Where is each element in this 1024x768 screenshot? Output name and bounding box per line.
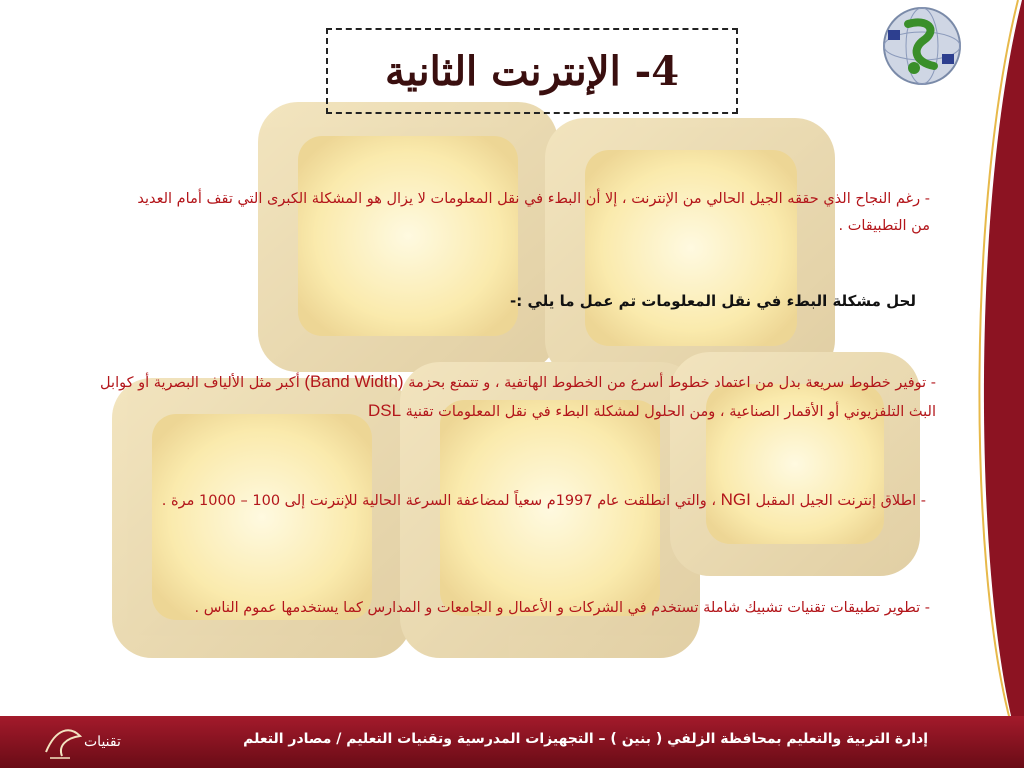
right-decorative-curve bbox=[964, 0, 1024, 720]
globe-logo bbox=[878, 4, 966, 92]
ngi-term: NGI bbox=[720, 490, 751, 509]
paragraph-3-part-a: - اطلاق إنترنت الجيل المقبل bbox=[755, 493, 926, 509]
paragraph-2-part-b: أكبر مثل الألياف البصرية أو كوابل البث التلفزيوني أو الأقمار الصناعية ، ومن الحلول لمشكلة البطء في نقل المعلومات تقنية bbox=[100, 375, 936, 420]
paragraph-2-part-a: - توفير خطوط سريعة بدل من اعتماد خطوط أسرع من الخطوط الهاتفية ، و تتمتع بحزمة bbox=[408, 375, 936, 391]
paragraph-4: - تطوير تطبيقات تقنيات تشبيك شاملة تستخدم في الشركات و الأعمال و الجامعات و المدارس كما يستخدمها عموم الناس . bbox=[194, 600, 930, 616]
footer-text: إدارة التربية والتعليم بمحافظة الزلفي ( بنين ) – التجهيزات المدرسية وتقنيات التعليم / مصادر التعلم bbox=[243, 731, 928, 747]
paragraph-3 bbox=[60, 486, 926, 515]
paragraph-1: - رغم النجاح الذي حققه الجيل الحالي من الإنترنت ، إلا أن البطء في نقل المعلومات لا يزال هو المشكلة الكبرى التي تقف أمام العديد من التطبيقات . bbox=[137, 191, 930, 234]
page-title: 4- الإنترنت الثانية bbox=[384, 47, 680, 95]
dsl-term: DSL bbox=[367, 401, 402, 420]
title-box bbox=[326, 28, 738, 114]
paragraph-2 bbox=[86, 368, 936, 426]
subheading: لحل مشكلة البطء في نقل المعلومات تم عمل ما يلي :- bbox=[510, 292, 916, 310]
bandwidth-term: (Band Width) bbox=[304, 372, 404, 391]
footer-logo-text: تقنيات bbox=[84, 734, 121, 750]
paragraph-3-part-b: ، والتي انطلقت عام 1997م سعياً لمضاعفة السرعة الحالية للإنترنت إلى 100 – 1000 مرة . bbox=[161, 493, 716, 509]
